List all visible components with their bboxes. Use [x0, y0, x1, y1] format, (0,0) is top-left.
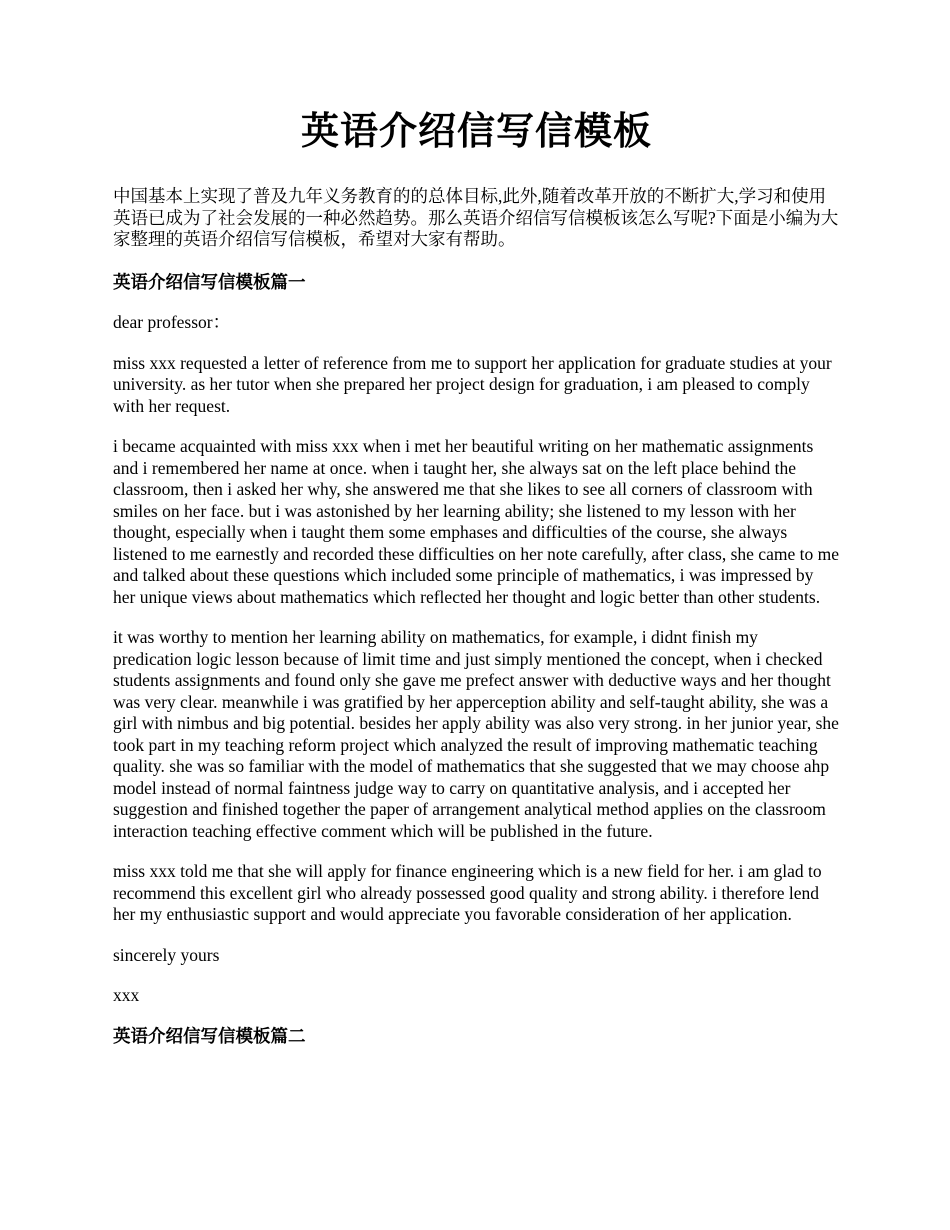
- body-paragraph-4: miss xxx told me that she will apply for finance engineering which is a new field for her. i am glad to recommend this excellent girl who already possessed good quality and strong ability. i therefore lend her my enthusiastic support and would appreciate you favorable consideration of her application.: [113, 861, 822, 925]
- salutation: dear professor：: [113, 312, 231, 333]
- document-title: 英语介绍信写信模板: [300, 111, 652, 153]
- document-page: [113, 108, 840, 1066]
- body-paragraph-3: it was worthy to mention her learning ability on mathematics, for example, i didnt finish my predication logic lesson because of limit time and just simply mentioned the concept, when i checked students assignments and found only she gave me prefect answer with deductive ways and her thought was very clear. meanwhile i was gratified by her apperception ability and self-taught ability, she was a girl with nimbus and big potential. besides her apply ability was also very strong. in her junior year, she took part in my teaching reform project which analyzed the result of improving mathematic teaching quality. she was so familiar with the model of mathematics that she suggested that we may choose ahp model instead of normal faintness judge way to carry on quantitative analysis, and i accepted her suggestion and finished together the paper of arrangement analytical method applies on the classroom interaction teaching effective comment which will be published in the future.: [113, 627, 839, 841]
- section-heading-2: 英语介绍信写信模板篇二: [113, 1025, 306, 1046]
- intro-paragraph: 中国基本上实现了普及九年义务教育的的总体目标,此外,随着改革开放的不断扩大,学习和使用英语已成为了社会发展的一种必然趋势。那么英语介绍信写信模板该怎么写呢?下面是小编为大家整理的英语介绍信写信模板，希望对大家有帮助。: [113, 186, 839, 250]
- body-paragraph-2: i became acquainted with miss xxx when i met her beautiful writing on her mathematic assignments and i remembered her name at once. when i taught her, she always sat on the left place behind the classroom, then i asked her why, she answered me that she likes to see all corners of classroom with smiles on her face. but i was astonished by her learning ability; she listened to my lesson with her thought, especially when i taught them some emphases and difficulties of the course, she always listened to me earnestly and recorded these difficulties on her note carefully, after class, she came to me and talked about these questions which included some principle of mathematics, i was impressed by her unique views about mathematics which reflected her thought and logic better than other students.: [113, 436, 839, 607]
- section-heading-1: 英语介绍信写信模板篇一: [113, 271, 306, 292]
- signature: xxx: [113, 985, 140, 1006]
- closing: sincerely yours: [113, 944, 220, 965]
- body-paragraph-1: miss xxx requested a letter of reference from me to support her application for graduate studies at your university. as her tutor when she prepared her project design for graduation, i am pleased to comply with her request.: [113, 352, 832, 416]
